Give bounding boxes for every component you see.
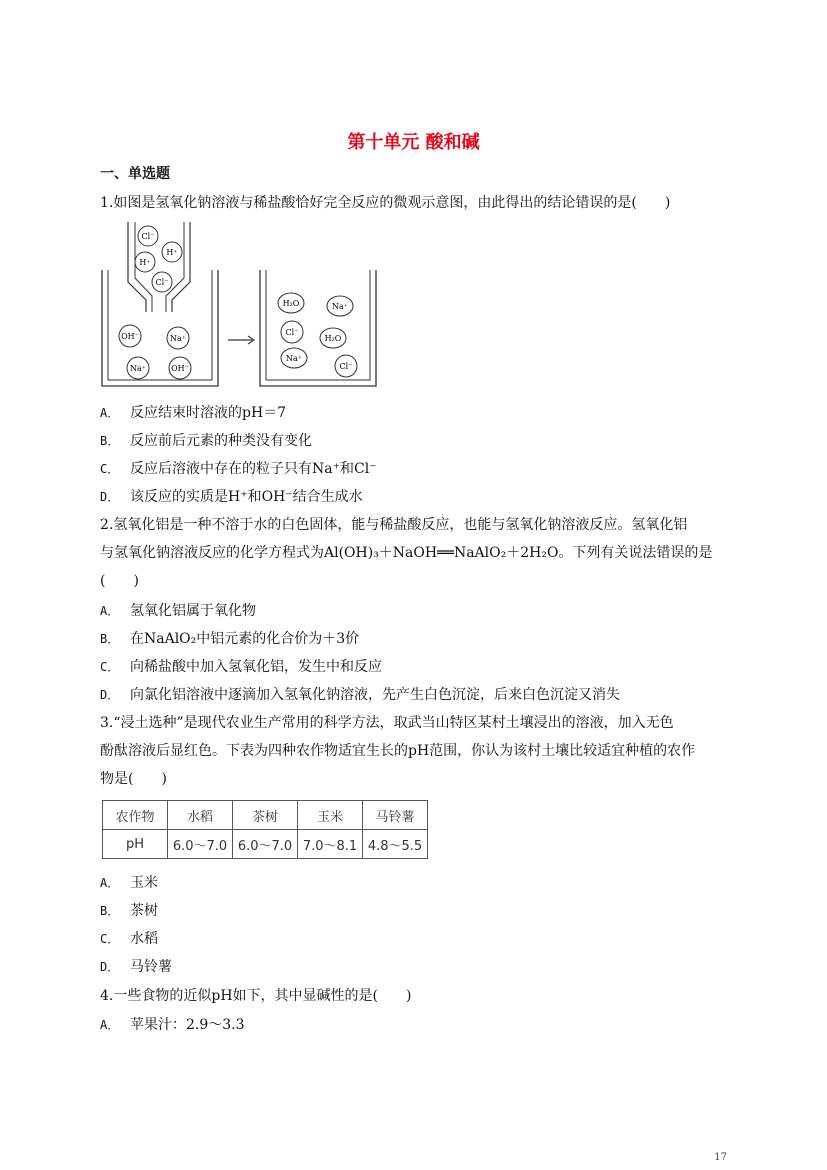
table-row <box>103 801 428 830</box>
reaction-diagram <box>100 220 380 392</box>
ion-cl: Cl⁻ <box>155 278 169 287</box>
q2-option-c[interactable]: C． 向稀盐酸中加入氢氧化铝，发生中和反应 <box>100 659 382 675</box>
q3-stem-line1: 3.“浸土选种”是现代农业生产常用的科学方法，取武当山特区某村土壤浸出的溶液，加入无色 <box>100 715 674 731</box>
funnel-ions <box>135 226 182 292</box>
q3-option-c[interactable]: C． 水稻 <box>100 931 158 947</box>
table-cell: 农作物 <box>103 801 168 830</box>
q1-option-c[interactable]: C． 反应后溶液中存在的粒子只有Na⁺和Cl⁻ <box>100 461 377 477</box>
reaction-arrow <box>228 336 254 344</box>
ion-na: Na⁺ <box>332 302 348 311</box>
table-cell: 4.8～5.5 <box>363 830 428 859</box>
page-number: 17 <box>714 1152 727 1163</box>
ion-cl: Cl⁻ <box>285 328 299 337</box>
left-beaker-ions <box>119 325 191 379</box>
table-row <box>103 830 428 859</box>
q2-option-b[interactable]: B． 在NaAlO₂中铝元素的化合价为＋3价 <box>100 631 360 647</box>
q2-stem-line3: ( ) <box>100 573 139 589</box>
q4-option-a[interactable]: A． 苹果汁：2.9～3.3 <box>100 1017 245 1033</box>
table-cell: 6.0～7.0 <box>233 830 298 859</box>
right-beaker <box>260 270 376 386</box>
table-cell: 水稻 <box>168 801 233 830</box>
table-cell: 6.0～7.0 <box>168 830 233 859</box>
q2-stem-line2: 与氢氧化钠溶液反应的化学方程式为Al(OH)₃＋NaOH══NaAlO₂＋2H₂O。下列有关说法错误的是 <box>100 545 713 561</box>
q3-stem-line3: 物是( ) <box>100 771 167 787</box>
q3-option-a[interactable]: A． 玉米 <box>100 875 158 891</box>
ion-cl: Cl⁻ <box>339 362 353 371</box>
q2-option-d[interactable]: D． 向氯化铝溶液中逐滴加入氢氧化钠溶液，先产生白色沉淀，后来白色沉淀又消失 <box>100 687 620 703</box>
table-cell: 7.0～8.1 <box>298 830 363 859</box>
unit-title: 第十单元 酸和碱 <box>347 132 480 153</box>
q2-option-a[interactable]: A． 氢氧化铝属于氧化物 <box>100 603 256 619</box>
molecule-h2o: H₂O <box>324 334 342 343</box>
right-beaker-ions <box>278 293 357 377</box>
table-cell: pH <box>103 830 168 859</box>
ion-na: Na⁺ <box>170 334 186 343</box>
q1-option-b[interactable]: B． 反应前后元素的种类没有变化 <box>100 433 312 449</box>
crop-ph-table <box>102 800 428 859</box>
table-cell: 马铃薯 <box>363 801 428 830</box>
ion-na: Na⁺ <box>286 354 302 363</box>
ion-na: Na⁺ <box>130 364 146 373</box>
ion-oh: OH⁻ <box>171 364 189 373</box>
q4-stem: 4.一些食物的近似pH如下，其中显碱性的是( ) <box>100 988 412 1004</box>
ion-oh: OH⁻ <box>121 332 139 341</box>
q3-option-d[interactable]: D． 马铃薯 <box>100 959 172 975</box>
table-cell: 茶树 <box>233 801 298 830</box>
q2-stem-line1: 2.氢氧化铝是一种不溶于水的白色固体，能与稀盐酸反应，也能与氢氧化钠溶液反应。氢氧化铝 <box>100 517 688 533</box>
section-heading: 一、单选题 <box>100 166 170 182</box>
table-cell: 玉米 <box>298 801 363 830</box>
q3-option-b[interactable]: B． 茶树 <box>100 903 158 919</box>
ion-h: H⁺ <box>166 248 178 257</box>
ion-h: H⁺ <box>139 258 151 267</box>
ion-cl: Cl⁻ <box>141 232 155 241</box>
q1-option-a[interactable]: A． 反应结束时溶液的pH＝7 <box>100 405 287 421</box>
q1-stem: 1.如图是氢氧化钠溶液与稀盐酸恰好完全反应的微观示意图，由此得出的结论错误的是( ) <box>100 195 671 211</box>
q3-stem-line2: 酚酞溶液后显红色。下表为四种农作物适宜生长的pH范围，你认为该村土壤比较适宜种植的农作 <box>100 743 696 759</box>
q1-option-d[interactable]: D． 该反应的实质是H⁺和OH⁻结合生成水 <box>100 489 363 505</box>
funnel-right-wall <box>172 222 190 312</box>
molecule-h2o: H₂O <box>282 299 300 308</box>
